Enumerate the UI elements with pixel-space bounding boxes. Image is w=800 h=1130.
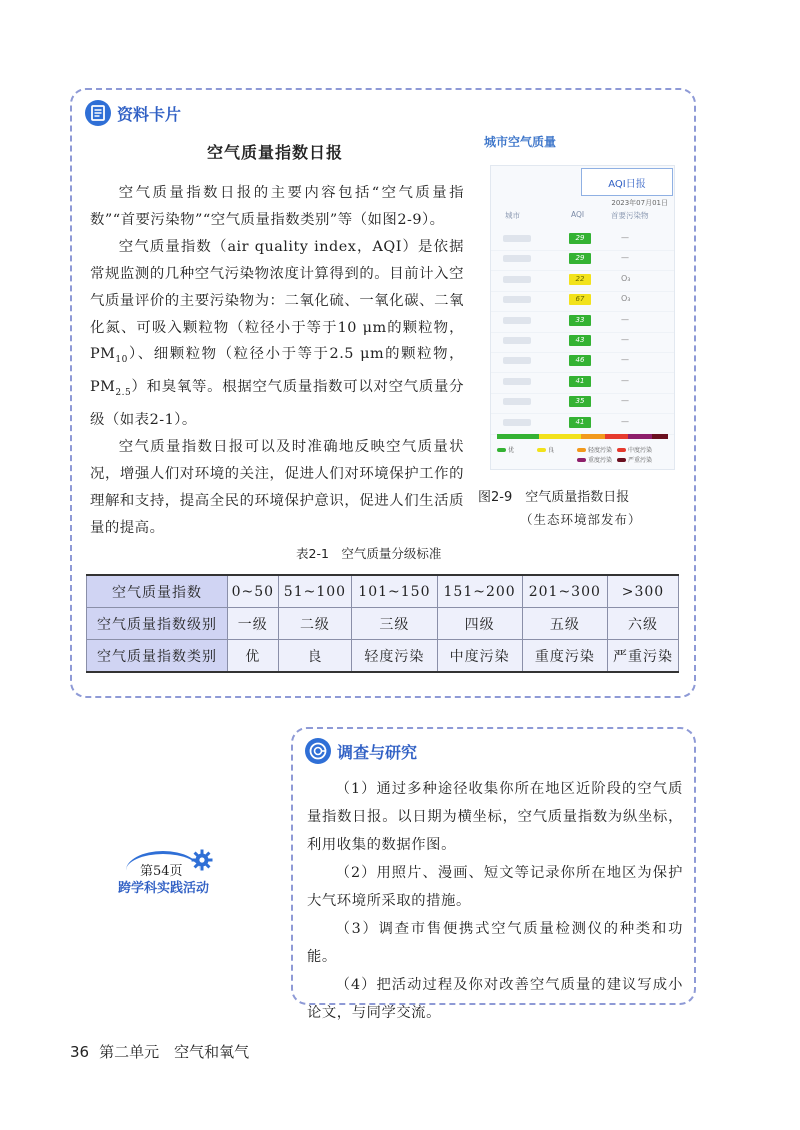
table-cell: 三级 (352, 608, 437, 640)
figure-column-headers (491, 210, 674, 224)
figure-caption: 图2-9 空气质量指数日报 (478, 490, 630, 505)
legend-swatch (577, 448, 586, 452)
magnifier-icon (305, 738, 331, 764)
table-cell: 轻度污染 (352, 640, 437, 673)
aqi-color-scale (497, 434, 668, 439)
research-item: （3）调查市售便携式空气质量检测仪的种类和功能。 (307, 921, 683, 965)
legend-label: 优 (508, 447, 515, 454)
table-row (87, 575, 679, 608)
legend-entry (577, 445, 612, 454)
figure-panel (490, 165, 675, 470)
research-item: （2）用照片、漫画、短文等记录你所在地区为保护大气环境所采取的措施。 (307, 865, 683, 909)
table-cell: 严重污染 (607, 640, 678, 673)
city-name-blurred (503, 357, 531, 364)
report-date: 2023年07月01日 (611, 199, 668, 207)
primary-pollutant: — (621, 355, 629, 365)
row-header: 空气质量指数类别 (87, 640, 228, 673)
scale-segment (539, 434, 581, 439)
figure-row (491, 412, 674, 435)
primary-pollutant: O₃ (621, 294, 631, 304)
table-cell: 四级 (437, 608, 522, 640)
research-card-label: 调查与研究 (337, 742, 418, 762)
primary-pollutant: O₃ (621, 273, 631, 283)
article-title: 空气质量指数日报 (207, 143, 344, 162)
unit-title: 第二单元 空气和氧气 (99, 1043, 250, 1061)
legend-entry (617, 455, 652, 464)
table-cell: >300 (607, 575, 678, 608)
legend-label: 中度污染 (628, 447, 653, 454)
article-body (90, 180, 464, 542)
legend-entry (497, 445, 514, 454)
primary-pollutant: — (621, 335, 629, 344)
aqi-value: 29 (569, 253, 591, 264)
city-name-blurred (503, 255, 531, 262)
legend-swatch (617, 458, 626, 462)
research-items (307, 775, 683, 1027)
legend-label: 重度污染 (588, 457, 613, 464)
research-card-header (305, 738, 417, 764)
table-cell: 51~100 (278, 575, 352, 608)
city-name-blurred (503, 317, 531, 324)
table-cell: 良 (278, 640, 352, 673)
legend-swatch (577, 458, 586, 462)
paragraph: 空气质量指数日报的主要内容包括“空气质量指数”“首要污染物”“空气质量指数类别”等（如图2-9）。 (90, 185, 464, 228)
table-cell: 0~50 (228, 575, 279, 608)
city-name-blurred (503, 276, 531, 283)
aqi-value: 35 (569, 396, 591, 407)
scale-segment (605, 434, 628, 439)
activity-badge[interactable] (118, 845, 228, 905)
city-name-blurred (503, 378, 531, 385)
legend-swatch (497, 448, 506, 452)
document-icon (85, 100, 111, 126)
legend-label: 严重污染 (628, 457, 653, 464)
aqi-value: 46 (569, 355, 591, 366)
page-number: 36 (70, 1043, 90, 1061)
primary-pollutant: — (621, 314, 629, 324)
legend-entry (577, 455, 612, 464)
primary-pollutant: — (621, 233, 629, 242)
scale-segment (497, 434, 539, 439)
legend-entry (537, 445, 554, 454)
figure-app-title: 城市空气质量 (484, 135, 557, 149)
primary-pollutant: — (621, 416, 629, 426)
city-name-blurred (503, 235, 531, 242)
table-cell: 重度污染 (522, 640, 607, 673)
col-pollutant: 首要污染物 (611, 211, 649, 220)
scale-segment (628, 434, 651, 439)
page-footer (70, 1041, 249, 1062)
legend-label: 轻度污染 (588, 447, 613, 454)
table-cell: 一级 (228, 608, 279, 640)
subscript: 10 (115, 355, 128, 366)
table-cell: 101~150 (352, 575, 437, 608)
primary-pollutant: — (621, 396, 629, 406)
text-run: 空气质量指数（air quality index，AQI）是依据常规监测的几种空气污染物浓度计算得到的。目前计入空气质量评价的主要污染物为：二氧化硫、一氧化碳、二氧化氮、可吸入颗粒物（粒径小于等于10 μm的颗粒物，PM (90, 238, 464, 363)
aqi-value: 67 (569, 294, 591, 305)
research-item: （4）把活动过程及你对改善空气质量的建议写成小论文，与同学交流。 (307, 977, 683, 1021)
city-name-blurred (503, 398, 531, 405)
table-caption: 表2-1 空气质量分级标准 (296, 546, 442, 561)
aqi-value: 29 (569, 233, 591, 244)
city-name-blurred (503, 337, 531, 344)
legend-swatch (537, 448, 546, 452)
table-cell: 五级 (522, 608, 607, 640)
badge-label: 跨学科实践活动 (118, 881, 210, 896)
table-cell: 151~200 (437, 575, 522, 608)
city-name-blurred (503, 296, 531, 303)
aqi-value: 41 (569, 376, 591, 387)
aqi-grade-table (86, 574, 679, 673)
row-header: 空气质量指数级别 (87, 608, 228, 640)
badge-page: 第54页 (140, 864, 183, 879)
research-item: （1）通过多种途径收集你所在地区近阶段的空气质量指数日报。以日期为横坐标，空气质量指数为纵坐标，利用收集的数据作图。 (307, 781, 683, 853)
table-cell: 优 (228, 640, 279, 673)
table-cell: 201~300 (522, 575, 607, 608)
table-cell: 中度污染 (437, 640, 522, 673)
legend-label: 良 (548, 447, 555, 454)
aqi-value: 22 (569, 274, 591, 285)
text-run: ）和臭氧等。根据空气质量指数可以对空气质量分级（如表2-1）。 (90, 379, 464, 428)
city-name-blurred (503, 419, 531, 426)
aqi-daily-tab[interactable]: AQI日报 (581, 168, 673, 196)
legend-swatch (617, 448, 626, 452)
table-cell: 二级 (278, 608, 352, 640)
aqi-value: 33 (569, 315, 591, 326)
table-row (87, 608, 679, 640)
gear-icon (191, 849, 213, 871)
figure-source: （生态环境部发布） (520, 512, 642, 527)
primary-pollutant: — (621, 253, 629, 263)
col-aqi: AQI (571, 210, 585, 219)
scale-segment (581, 434, 604, 439)
primary-pollutant: — (621, 375, 629, 385)
text-run: ）、细颗粒物（粒径小于等于2.5 μm的颗粒物，PM (90, 346, 464, 396)
data-card-header (85, 100, 181, 126)
col-city: 城市 (505, 211, 520, 220)
data-card-label: 资料卡片 (117, 104, 182, 124)
row-header: 空气质量指数 (87, 575, 228, 608)
legend-entry (617, 445, 652, 454)
subscript: 2.5 (115, 388, 132, 399)
aqi-report-figure (478, 125, 678, 480)
paragraph: 空气质量指数日报可以及时准确地反映空气质量状况，增强人们对环境的关注，促进人们对环境保护工作的理解和支持，提高全民的环境保护意识，促进人们生活质量的提高。 (90, 438, 464, 536)
aqi-value: 43 (569, 335, 591, 346)
aqi-value: 41 (569, 417, 591, 428)
scale-segment (652, 434, 668, 439)
table-cell: 六级 (607, 608, 678, 640)
paragraph (90, 234, 464, 434)
table-row (87, 640, 679, 673)
